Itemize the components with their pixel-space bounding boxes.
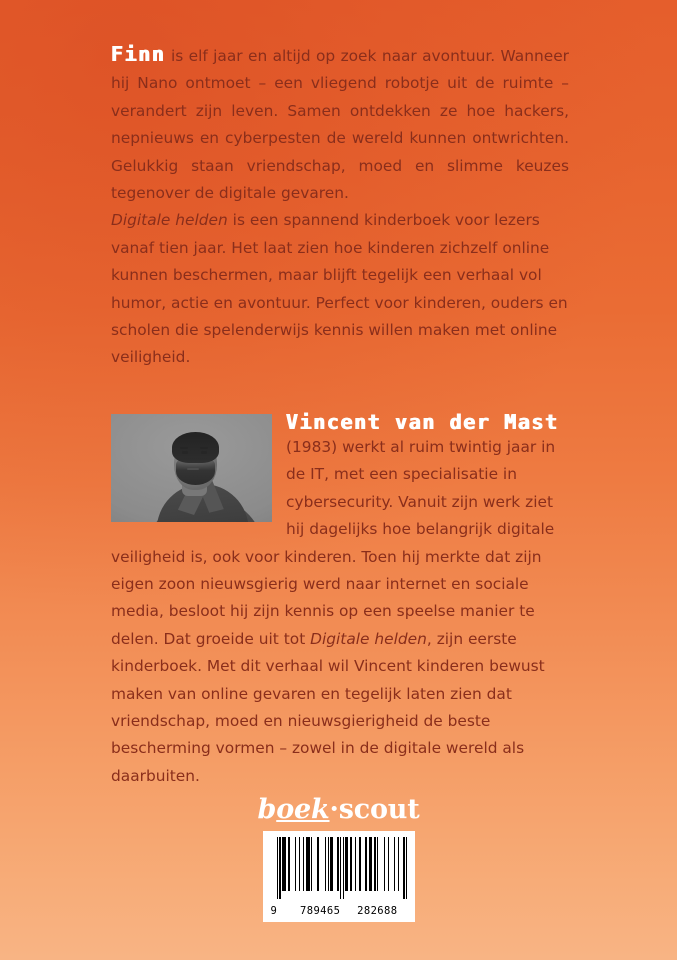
publisher-logo [0,795,677,825]
author-bio-part-2: , zijn eerste kinderboek. Met dit verhaal wil Vincent kinderen bewust maken van online gevaren en tegelijk laten zien dat vriendschap, moed en nieuwsgierigheid de beste bescherming vormen – zowel in de digitale wereld als daarbuiten. [111,629,545,785]
blurb-paragraph-1 [111,43,569,207]
barcode-bars [270,837,408,899]
publisher-logo-b: b [257,794,277,825]
barcode-digit-group-1: 9 [270,905,278,917]
author-block [111,412,569,790]
barcode-digit-group-3: 282688 [357,905,398,917]
author-bio-book-title: Digitale helden [310,629,427,648]
author-bio-part-1: (1983) werkt al ruim twintig jaar in de IT, met een specialisatie in cybersecurity. Vanuit zijn werk ziet hij dagelijks hoe belangrijk digitale veiligheid is, ook voor kinderen. Toen hij merkte dat zijn eigen zoon nieuwsgierig werd naar internet en sociale media, besloot hij zijn kennis op een speelse manier te delen. Dat groeide uit tot [111,438,556,648]
blurb-paragraph-1-body: is elf jaar en altijd op zoek naar avontuur. Wanneer hij Nano ontmoet – een vliegend robotje uit de ruimte – verandert zijn leven. Samen ontdekken ze hoe hackers, nepnieuws en cyberpesten de wereld kunnen ontwrichten. Gelukkig staan vriendschap, moed en slimme keuzes tegenover de digitale gevaren. [111,47,569,203]
blurb-paragraph-2 [111,207,569,371]
author-photo [111,414,272,522]
photo-vignette [111,414,272,522]
book-title-italic: Digitale helden [111,211,228,230]
publisher-logo-boek [258,794,330,825]
hero-word-finn: Finn [111,42,166,66]
publisher-logo-scout: ·scout [329,794,420,825]
blurb-paragraph-2-body: is een spannend kinderboek voor lezers vanaf tien jaar. Het laat zien hoe kinderen zichzelf online kunnen beschermen, maar blijft tegelijk een verhaal vol humor, actie en avontuur. Perfect voor kinderen, ouders en scholen die spelenderwijs kennis willen maken met online veiligheid. [111,211,568,367]
publisher-logo-oek-underlined: oek [276,794,330,825]
barcode-digit-group-2: 789465 [300,905,341,917]
author-name: Vincent van der Mast [286,410,559,434]
barcode-digits [270,899,408,917]
isbn-barcode [263,831,415,922]
blurb-text-block [111,43,569,372]
